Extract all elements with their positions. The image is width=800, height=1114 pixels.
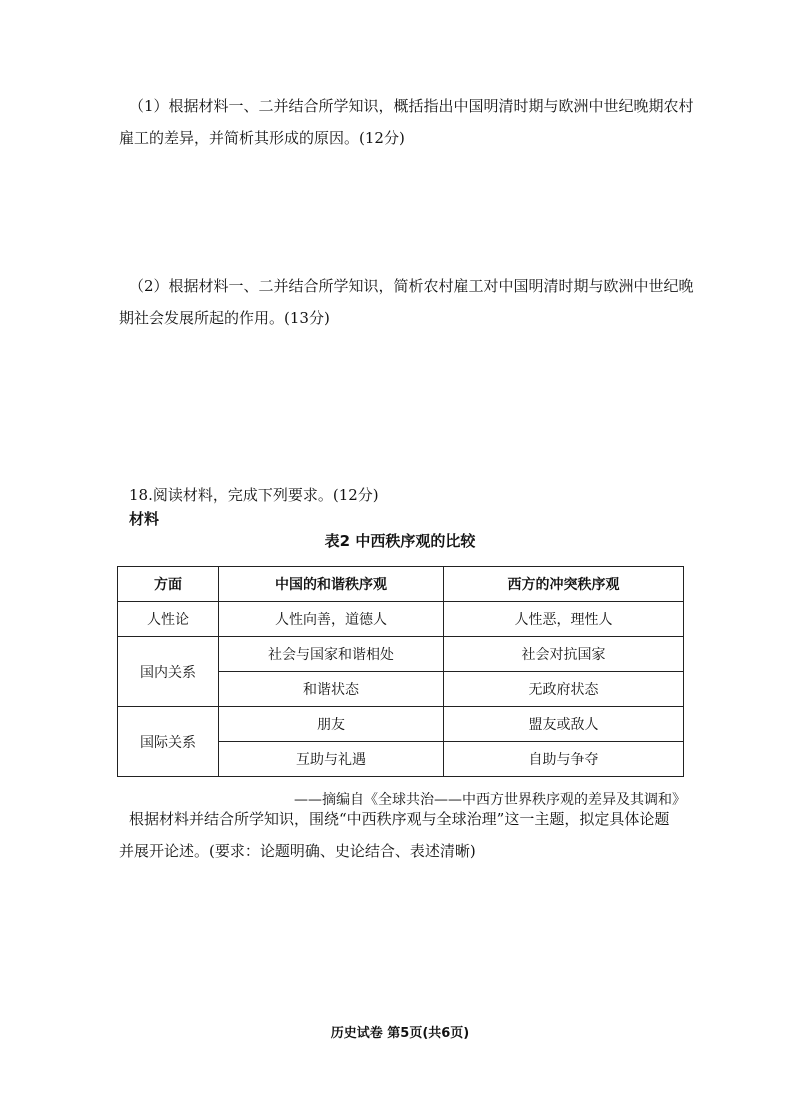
- question-18-prompt: [119, 803, 689, 867]
- question-2: [119, 270, 694, 334]
- table-row: [118, 707, 684, 742]
- china-cell: 人性向善，道德人: [219, 602, 444, 637]
- prompt-line-1: 根据材料并结合所学知识，围绕“中西秩序观与全球治理”这一主题，拟定具体论题: [129, 810, 670, 828]
- china-cell: 朋友: [219, 707, 444, 742]
- question-2-line-1: （2）根据材料一、二并结合所学知识，简析农村雇工对中国明清时期与欧洲中世纪晚: [129, 277, 694, 295]
- west-cell: 人性恶，理性人: [444, 602, 684, 637]
- comparison-table: [117, 566, 684, 777]
- aspect-cell: 人性论: [118, 602, 219, 637]
- question-2-line-2: 期社会发展所起的作用。(13分): [119, 309, 330, 327]
- table-header-row: [118, 567, 684, 602]
- china-cell: 社会与国家和谐相处: [219, 637, 444, 672]
- table-row: [118, 637, 684, 672]
- question-1: [119, 90, 694, 154]
- material-label: 材料: [129, 510, 160, 528]
- source-citation: ——摘编自《全球共治——中西方世界秩序观的差异及其调和》: [294, 792, 686, 808]
- prompt-line-2: 并展开论述。(要求：论题明确、史论结合、表述清晰): [119, 842, 476, 860]
- header-china: 中国的和谐秩序观: [219, 567, 444, 602]
- table-row: [118, 602, 684, 637]
- west-cell: 盟友或敌人: [444, 707, 684, 742]
- aspect-cell: 国内关系: [118, 637, 219, 707]
- question-1-line-1: （1）根据材料一、二并结合所学知识，概括指出中国明清时期与欧洲中世纪晚期农村: [129, 97, 694, 115]
- header-west: 西方的冲突秩序观: [444, 567, 684, 602]
- west-cell: 自助与争夺: [444, 742, 684, 777]
- question-1-line-2: 雇工的差异，并简析其形成的原因。(12分): [119, 129, 405, 147]
- question-18-title: 18.阅读材料，完成下列要求。(12分): [129, 486, 379, 504]
- west-cell: 社会对抗国家: [444, 637, 684, 672]
- aspect-cell: 国际关系: [118, 707, 219, 777]
- table-caption: 表2 中西秩序观的比较: [324, 532, 476, 550]
- west-cell: 无政府状态: [444, 672, 684, 707]
- china-cell: 和谐状态: [219, 672, 444, 707]
- china-cell: 互助与礼遇: [219, 742, 444, 777]
- page-footer: 历史试卷 第5页(共6页): [330, 1026, 470, 1041]
- header-aspect: 方面: [118, 567, 219, 602]
